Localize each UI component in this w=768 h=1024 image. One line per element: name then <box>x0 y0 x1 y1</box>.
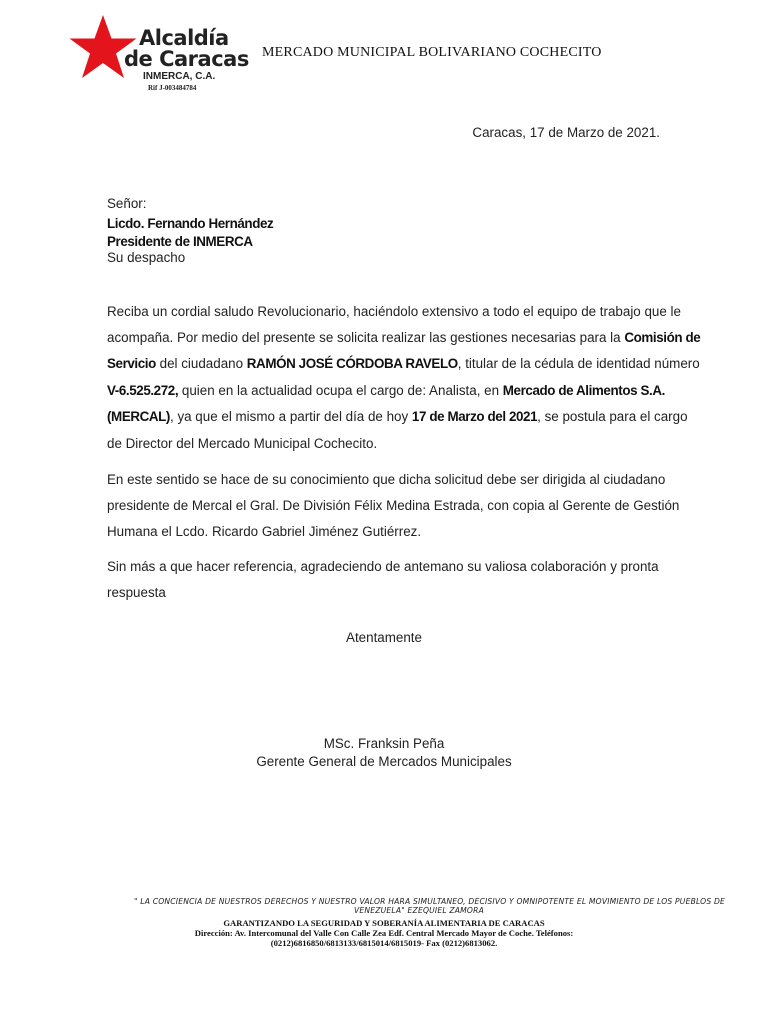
closing-text: Atentamente <box>346 630 422 645</box>
addressee-title: Presidente de INMERCA <box>107 234 253 249</box>
letterhead-title: MERCADO MUNICIPAL BOLIVARIANO COCHECITO <box>262 45 602 60</box>
text-run: , se postula para el cargo <box>537 409 688 424</box>
highlight-service: Servicio <box>107 356 156 371</box>
footer-slogan-line: VENEZUELA" EZEQUIEL ZAMORA <box>354 906 484 915</box>
highlight-company: Mercado de Alimentos S.A. <box>502 383 665 398</box>
addressee-office: Su despacho <box>107 250 186 265</box>
paragraph-1-line: Reciba un cordial saludo Revolucionario, haciéndolo extensivo a todo el equipo de trabajo que le <box>107 304 681 319</box>
logo-text-rif: Rif J-003484784 <box>148 84 197 92</box>
text-run: acompaña. Por medio del presente se solicita realizar las gestiones necesarias para la <box>107 330 621 345</box>
paragraph-1-line <box>107 330 701 346</box>
paragraph-1-line <box>107 409 688 425</box>
highlight-commission: Comisión de <box>624 330 701 345</box>
logo-text-alcaldia: Alcaldía <box>139 26 229 50</box>
highlight-citizen-name: RAMÓN JOSÉ CÓRDOBA RAVELO <box>246 356 458 371</box>
footer-address: Dirección: Av. Intercomunal del Valle Con Calle Zea Edf. Central Mercado Mayor de Coche. Teléfonos: <box>194 928 574 938</box>
paragraph-2-line: Humana el Lcdo. Ricardo Gabriel Jiménez Gutiérrez. <box>107 524 422 539</box>
paragraph-3-line: Sin más a que hacer referencia, agradeciendo de antemano su valiosa colaboración y pronta <box>107 559 659 574</box>
paragraph-1-line <box>107 383 665 399</box>
highlight-mercal: (MERCAL) <box>107 409 170 424</box>
footer-slogan-line: " LA CONCIENCIA DE NUESTROS DERECHOS Y NUESTRO VALOR HARA SIMULTANEO, DECISIVO Y OMNIPOTENTE EL MOVIMIENTO DE LOS PUEBLOS DE <box>134 897 726 906</box>
signatory-name: MSc. Franksin Peña <box>323 736 445 751</box>
signatory-title: Gerente General de Mercados Municipales <box>256 754 512 769</box>
text-run: , titular de la cédula de identidad número <box>457 356 700 371</box>
text-run: , ya que el mismo a partir del día de hoy <box>170 409 409 424</box>
addressee-salutation: Señor: <box>107 196 147 211</box>
text-run: quien en la actualidad ocupa el cargo de: Analista, en <box>181 383 500 398</box>
letter-date: Caracas, 17 de Marzo de 2021. <box>472 125 660 140</box>
logo-text-inmerca: INMERCA, C.A. <box>143 71 216 82</box>
paragraph-2-line: En este sentido se hace de su conocimiento que dicha solicitud debe ser dirigida al ciudadano <box>107 472 666 487</box>
text-run: del ciudadano <box>159 356 244 371</box>
highlight-date: 17 de Marzo del 2021 <box>411 409 538 424</box>
highlight-id-number: V-6.525.272, <box>107 383 179 398</box>
addressee-name: Licdo. Fernando Hernández <box>107 216 274 231</box>
paragraph-3-line: respuesta <box>107 585 166 600</box>
paragraph-2-line: presidente de Mercal el Gral. De División Félix Medina Estrada, con copia al Gerente de Gestión <box>107 498 680 513</box>
paragraph-1-line <box>107 356 700 372</box>
paragraph-1-line: de Director del Mercado Municipal Cochecito. <box>107 436 378 451</box>
footer-phones: (0212)6816850/6813133/6815014/6815019- Fax (0212)6813062. <box>270 938 498 948</box>
footer-motto: GARANTIZANDO LA SEGURIDAD Y SOBERANÍA ALIMENTARIA DE CARACAS <box>223 918 545 928</box>
logo-text-de-caracas: de Caracas <box>124 47 249 71</box>
